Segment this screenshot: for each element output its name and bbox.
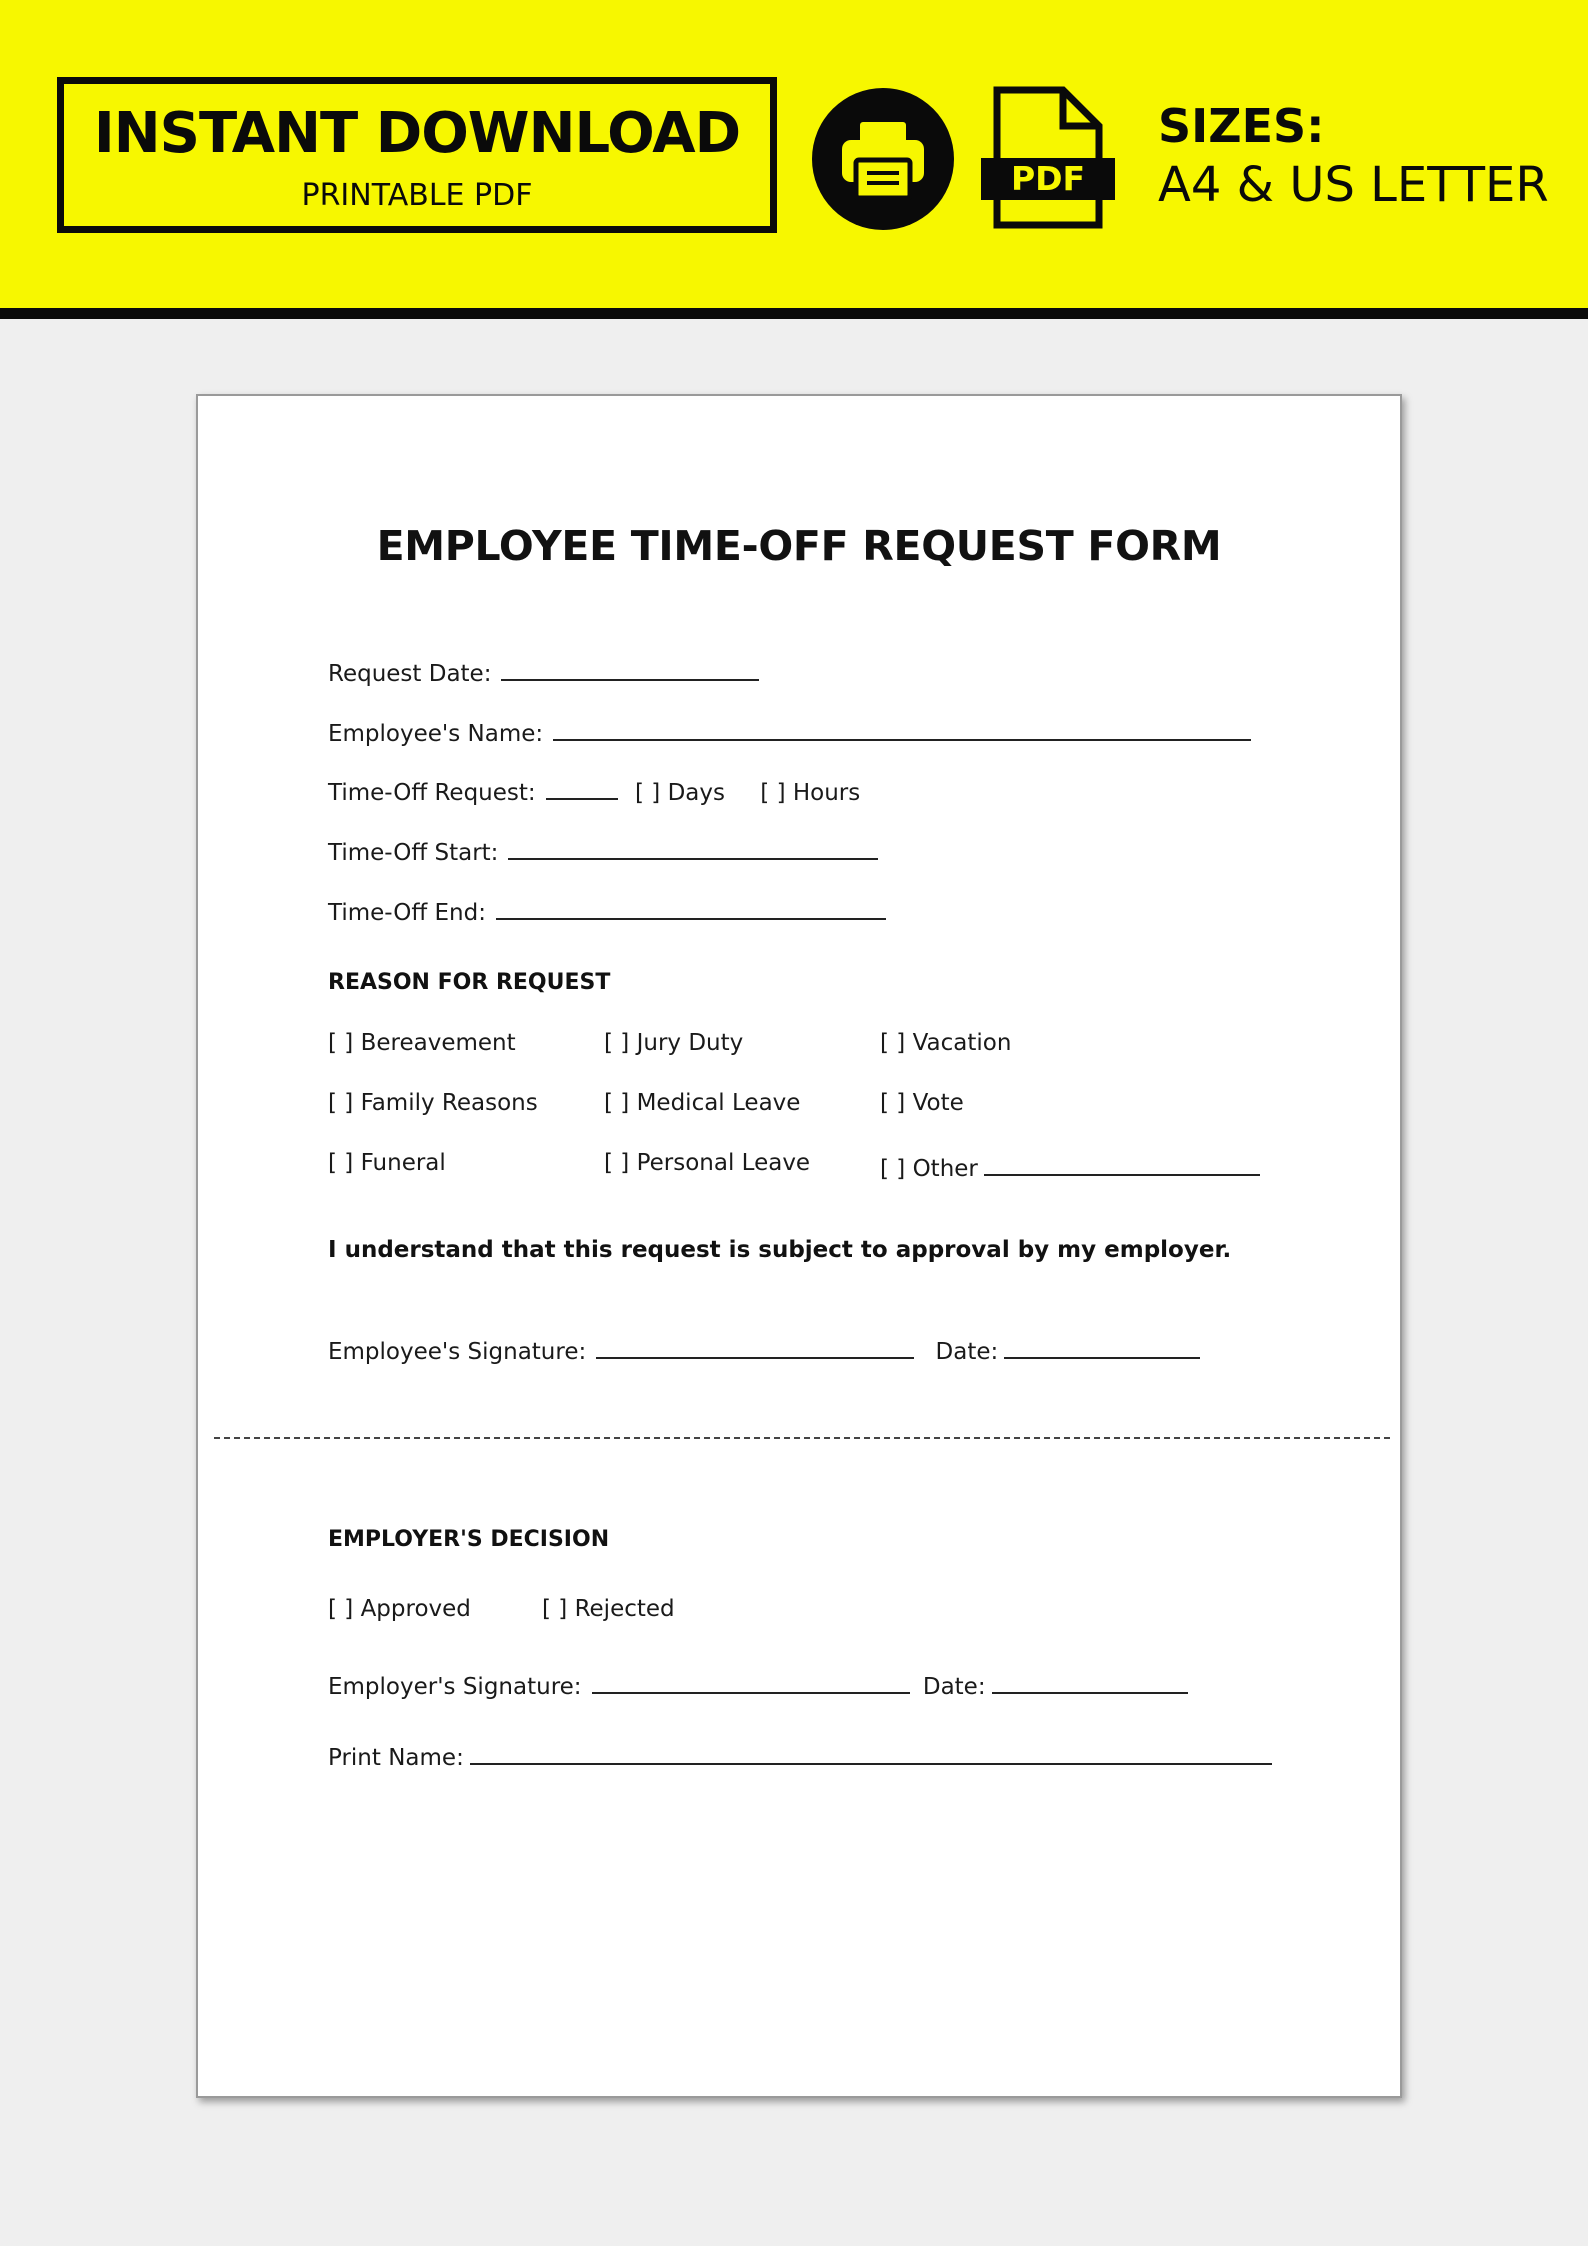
reason-option-personal-leave[interactable]: [604, 1152, 810, 1175]
checkbox[interactable]: [ ]: [328, 1150, 354, 1176]
option-label: Other: [912, 1156, 978, 1182]
form-title: EMPLOYEE TIME-OFF REQUEST FORM: [376, 522, 1222, 570]
option-label: Family Reasons: [360, 1090, 538, 1116]
employee-name-label: Employee's Name:: [328, 721, 544, 747]
days-checkbox[interactable]: [ ]: [634, 780, 661, 806]
option-label: Vacation: [912, 1030, 1012, 1056]
approval-statement: I understand that this request is subject to approval by my employer.: [328, 1237, 1232, 1263]
time-off-start-field[interactable]: [508, 836, 878, 860]
print-name-row: [328, 1741, 1272, 1770]
employee-date-field[interactable]: [1004, 1335, 1200, 1359]
checkbox[interactable]: [ ]: [604, 1090, 630, 1116]
employer-date-label: Date:: [922, 1674, 986, 1700]
checkbox[interactable]: [ ]: [604, 1030, 630, 1056]
request-date-label: Request Date:: [328, 661, 492, 687]
pdf-label: PDF: [1010, 159, 1086, 198]
reason-option-bereavement[interactable]: [328, 1032, 516, 1055]
request-date-field[interactable]: [501, 657, 759, 681]
option-label: Jury Duty: [636, 1030, 744, 1056]
reason-option-jury-duty[interactable]: [604, 1032, 743, 1055]
checkbox[interactable]: [ ]: [880, 1030, 906, 1056]
checkbox[interactable]: [ ]: [328, 1030, 354, 1056]
sizes-info: [1158, 99, 1549, 213]
checkbox[interactable]: [ ]: [328, 1596, 354, 1622]
approved-label: Approved: [360, 1596, 471, 1622]
time-off-request-row: [328, 776, 860, 805]
checkbox[interactable]: [ ]: [604, 1150, 630, 1176]
time-off-request-label: Time-Off Request:: [328, 780, 536, 806]
form-page: [196, 394, 1402, 2098]
employee-name-field[interactable]: [553, 717, 1251, 741]
other-reason-field[interactable]: [984, 1152, 1260, 1176]
time-off-amount-field[interactable]: [546, 776, 618, 800]
checkbox[interactable]: [ ]: [542, 1596, 568, 1622]
hours-checkbox[interactable]: [ ]: [760, 780, 786, 806]
days-label: Days: [667, 780, 725, 806]
reason-option-family-reasons[interactable]: [328, 1092, 538, 1115]
decision-heading: EMPLOYER'S DECISION: [328, 1527, 610, 1552]
reason-heading: REASON FOR REQUEST: [328, 970, 611, 995]
reason-option-vote[interactable]: [880, 1092, 964, 1115]
option-label: Bereavement: [360, 1030, 516, 1056]
checkbox[interactable]: [ ]: [880, 1090, 906, 1116]
option-label: Personal Leave: [636, 1150, 811, 1176]
employer-signature-field[interactable]: [592, 1670, 910, 1694]
reason-option-other[interactable]: [880, 1152, 1260, 1181]
employer-signature-row: [328, 1670, 1188, 1699]
checkbox[interactable]: [ ]: [880, 1156, 906, 1182]
banner-subtitle: PRINTABLE PDF: [301, 178, 533, 213]
pdf-file-icon: [979, 85, 1117, 231]
employee-signature-field[interactable]: [596, 1335, 914, 1359]
option-label: Medical Leave: [636, 1090, 801, 1116]
reason-option-vacation[interactable]: [880, 1032, 1011, 1055]
time-off-start-row: [328, 836, 878, 865]
reason-option-medical-leave[interactable]: [604, 1092, 800, 1115]
hours-label: Hours: [792, 780, 861, 806]
employer-date-field[interactable]: [992, 1670, 1188, 1694]
rejected-label: Rejected: [574, 1596, 675, 1622]
request-date-row: [328, 657, 759, 686]
time-off-end-label: Time-Off End:: [328, 900, 486, 926]
time-off-start-label: Time-Off Start:: [328, 840, 499, 866]
option-label: Vote: [912, 1090, 964, 1116]
time-off-end-field[interactable]: [496, 896, 886, 920]
print-name-field[interactable]: [470, 1741, 1272, 1765]
employee-signature-label: Employee's Signature:: [328, 1339, 587, 1365]
reason-option-funeral[interactable]: [328, 1152, 446, 1175]
banner-title: INSTANT DOWNLOAD: [93, 101, 741, 166]
employee-date-label: Date:: [935, 1339, 999, 1365]
decision-approved[interactable]: [328, 1598, 471, 1621]
decision-rejected[interactable]: [542, 1598, 675, 1621]
time-off-end-row: [328, 896, 886, 925]
option-label: Funeral: [360, 1150, 446, 1176]
employer-signature-label: Employer's Signature:: [328, 1674, 582, 1700]
sizes-value: A4 & US LETTER: [1158, 157, 1549, 213]
employee-signature-row: [328, 1335, 1200, 1364]
checkbox[interactable]: [ ]: [328, 1090, 354, 1116]
cut-line-divider: [214, 1437, 1390, 1439]
instant-download-box: [57, 77, 777, 233]
printer-icon: [812, 88, 954, 230]
promo-banner: [0, 0, 1588, 319]
employee-name-row: [328, 717, 1251, 746]
print-name-label: Print Name:: [328, 1745, 464, 1771]
sizes-label: SIZES:: [1158, 99, 1325, 153]
